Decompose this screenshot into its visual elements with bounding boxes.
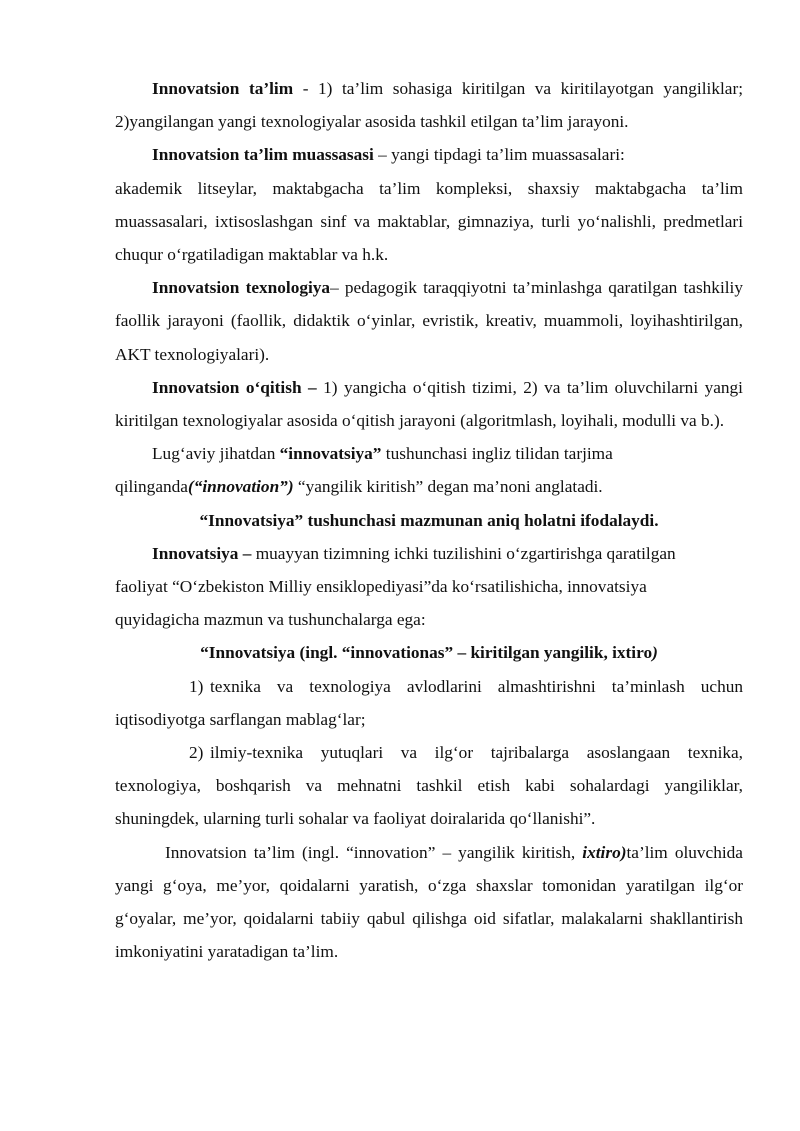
innovation-line3: quyidagicha mazmun va tushunchalarga ega: xyxy=(115,610,426,630)
term-innovative-technology: Innovatsion texnologiya xyxy=(152,278,331,298)
term-ixtiro: ixtiro) xyxy=(582,842,627,862)
list-item xyxy=(115,736,743,836)
heading-encyclopedia-text: “Innovatsiya (ingl. “innovationas” – kiritilgan yangilik, ixtiro xyxy=(200,643,653,663)
term-innovatsiya-dash: Innovatsiya – xyxy=(152,543,252,563)
paragraph-institution-list xyxy=(115,172,743,272)
list-item xyxy=(115,670,743,736)
paragraph-innovative-education-english xyxy=(115,836,743,969)
list-text: texnika va texnologiya avlodlarini almashtirishni ta’minlash uchun iqtisodiyotga sarflangan mablag‘lar; xyxy=(115,676,743,729)
lexical-line2-pre: qilinganda xyxy=(115,477,188,497)
paragraph-innovative-education xyxy=(115,72,743,138)
lexical-line1-post: tushunchasi ingliz tilidan tarjima xyxy=(381,444,613,464)
english-def-post: ta’lim oluvchida yangi g‘oya, me’yor, qoidalarni yaratish, o‘zga shaxslar tomonidan yaratilgan ilg‘or g‘oyalar, me’yor, qoidalarni tabiiy qabul qilishga oid sifatlar, malakalarni shakllantirish imkoniyatini yaratadigan ta’lim. xyxy=(115,842,743,962)
term-innovative-education: Innovatsion ta’lim xyxy=(152,79,294,98)
innovation-line1: muayyan tizimning ichki tuzilishini o‘zgartirishga qaratilgan xyxy=(251,543,676,563)
definition-text: – pedagogik taraqqiyotni ta’minlashga qaratilgan tashkiliy faollik jarayoni (faollik, didaktik o‘yinlar, evristik, kreativ, muammoli, loyihashtirilgan, AKT texnologiyalari). xyxy=(115,278,743,364)
paragraph-innovation-definition xyxy=(115,537,743,637)
paragraph-lexical-meaning xyxy=(115,437,743,503)
institution-list-text: akademik litseylar, maktabgacha ta’lim kompleksi, shaxsiy maktabgacha ta’lim muassasalari, ixtisoslashgan sinf va maktablar, gimnaziya, turli yo‘nalishli, predmetlari chuqur o‘rgatiladigan maktablar va h.k. xyxy=(115,178,743,265)
definition-text: 1) yangicha o‘qitish tizimi, 2) va ta’lim oluvchilarni yangi kiritilgan texnologiyalar asosida o‘qitish jarayoni (algoritmlash, loyihali, modulli va b.). xyxy=(115,377,743,431)
list-text: ilmiy-texnika yutuqlari va ilg‘or tajribalarga asoslangaan texnika, texnologiya, boshqarish va mehnatni tashkil etish kabi sohalardagi yangiliklar, shuningdek, ularning turli sohalar va faoliyat doiralarida qo‘llanishi”. xyxy=(115,743,743,829)
paragraph-innovative-technology xyxy=(115,271,743,371)
heading-encyclopedia-end: ) xyxy=(652,643,658,663)
term-innovatsiya: “innovatsiya” xyxy=(279,444,382,464)
definition-text: – yangi tipdagi ta’lim muassasalari: xyxy=(373,145,625,165)
heading-concept-text: “Innovatsiya” tushunchasi mazmunan aniq holatni ifodalaydi. xyxy=(199,510,659,530)
document-page xyxy=(115,72,743,968)
term-innovation-english: (“innovation”) xyxy=(187,477,294,497)
innovation-line2: faoliyat “O‘zbekiston Milliy ensiklopediyasi”da ko‘rsatilishicha, innovatsiya xyxy=(115,577,647,597)
paragraph-innovative-teaching xyxy=(115,371,743,437)
heading-concept xyxy=(115,504,743,537)
heading-encyclopedia xyxy=(115,636,743,669)
paragraph-innovative-institution xyxy=(115,138,743,171)
term-innovative-institution: Innovatsion ta’lim muassasasi xyxy=(152,145,374,165)
english-def-pre: Innovatsion ta’lim (ingl. “innovation” – yangilik kiritish, xyxy=(165,842,583,862)
term-innovative-teaching: Innovatsion o‘qitish – xyxy=(152,377,317,397)
definition-text: - 1) ta’lim sohasiga kiritilgan va kiritilayotgan yangiliklar; 2)yangilangan yangi texnologiyalar asosida tashkil etilgan ta’lim jarayoni. xyxy=(115,79,744,132)
list-number: 2) xyxy=(189,743,204,763)
lexical-line1-pre: Lug‘aviy jihatdan xyxy=(152,444,280,464)
list-number: 1) xyxy=(189,676,204,696)
lexical-line2-post: “yangilik kiritish” degan ma’noni anglatadi. xyxy=(293,477,603,497)
